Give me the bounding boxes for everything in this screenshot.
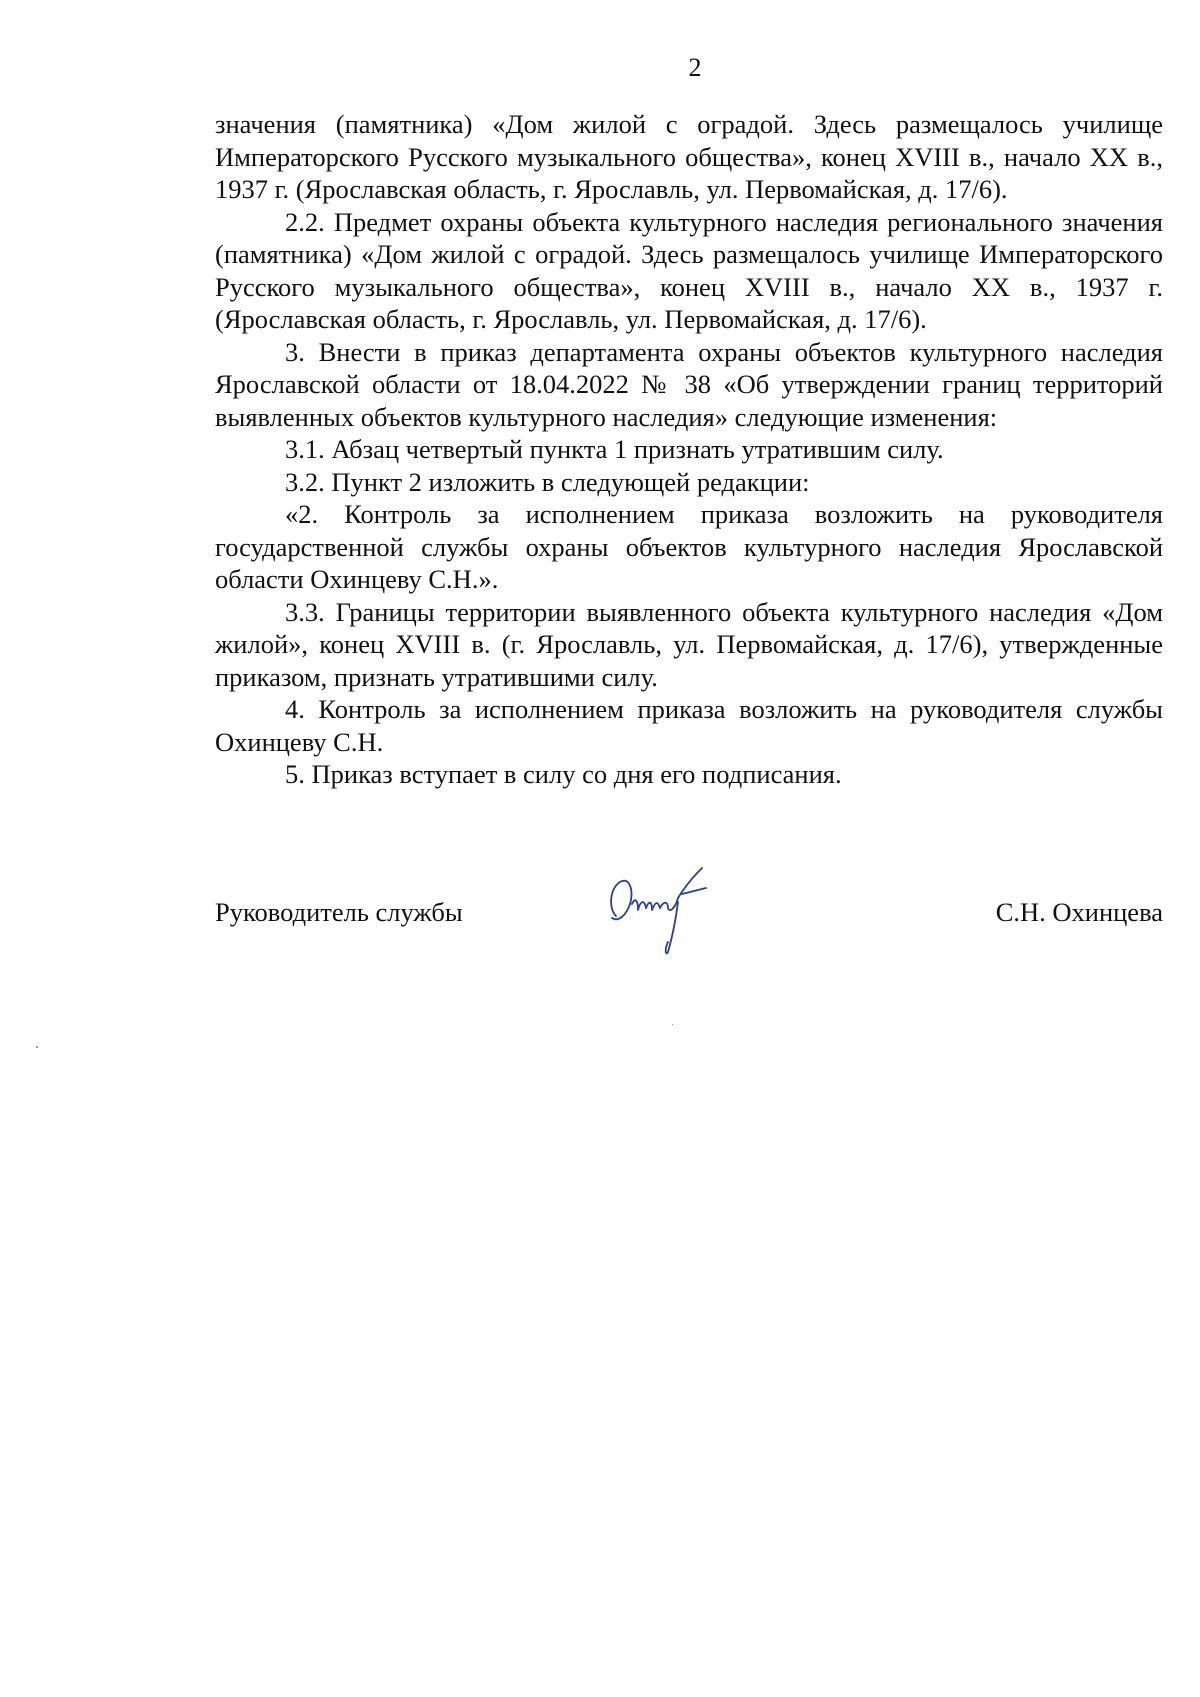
- handwritten-signature: [598, 858, 728, 958]
- document-body: [215, 108, 1163, 791]
- scan-speck: [672, 1024, 673, 1025]
- signatory-name: С.Н. Охинцева: [995, 897, 1163, 927]
- paragraph-4: 4. Контроль за исполнением приказа возложить на руководителя службы Охинцеву С.Н.: [215, 694, 1163, 757]
- paragraph-5: 5. Приказ вступает в силу со дня его подписания.: [285, 759, 842, 789]
- paragraph-3-1: 3.1. Абзац четвертый пункта 1 признать утратившим силу.: [285, 434, 944, 464]
- paragraph-3-2: 3.2. Пункт 2 изложить в следующей редакции:: [285, 466, 810, 497]
- paragraph-1: значения (памятника) «Дом жилой с оградой. Здесь размещалось училище Императорского Русского музыкального общества», конец XVIII в., начало XX в., 1937 г. (Ярославская область, г. Ярославль, ул. Первомайская, д. 17/6).: [215, 109, 1163, 204]
- page-number: 2: [688, 53, 702, 82]
- scan-speck: [36, 1046, 38, 1048]
- paragraph-3-3: 3.3. Границы территории выявленного объекта культурного наследия «Дом жилой», конец XVIII в. (г. Ярославль, ул. Первомайская, д. 17/6), утвержденные приказом, признать утратившими силу.: [215, 596, 1163, 692]
- paragraph-quoted-2: «2. Контроль за исполнением приказа возложить на руководителя государственной службы охраны объектов культурного наследия Ярославской области Охинцеву С.Н.».: [215, 499, 1163, 594]
- paragraph-3: 3. Внести в приказ департамента охраны объектов культурного наследия Ярославской области от 18.04.2022 № 38 «Об утверждении границ территорий выявленных объектов культурного наследия» следующие изменения:: [215, 336, 1163, 432]
- signatory-position: Руководитель службы: [215, 897, 463, 927]
- paragraph-2-2: 2.2. Предмет охраны объекта культурного наследия регионального значения (памятника) «Дом жилой с оградой. Здесь размещалось училище Императорского Русского музыкального общества», конец XVIII в., начало XX в., 1937 г. (Ярославская область, г. Ярославль, ул. Первомайская, д. 17/6).: [215, 206, 1163, 334]
